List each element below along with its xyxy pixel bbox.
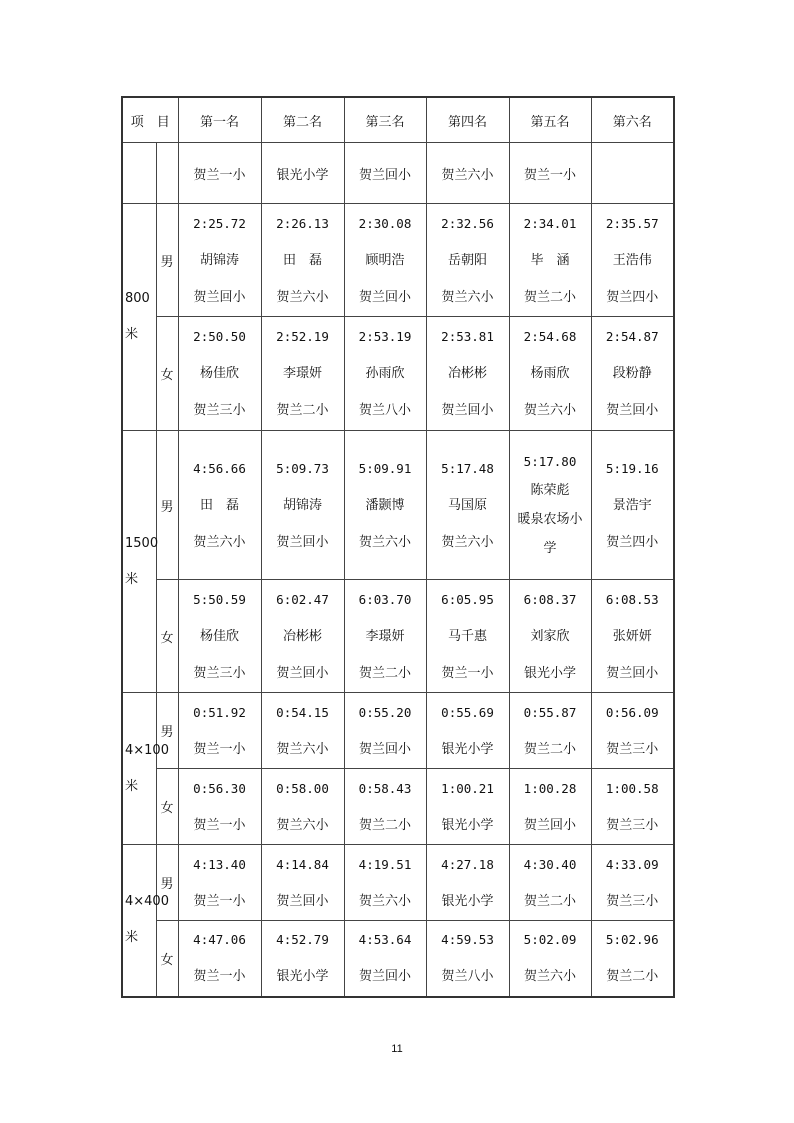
result-time: 2:54.68	[523, 329, 577, 344]
result-cell	[509, 845, 591, 921]
result-cell: 贺兰一小	[178, 143, 261, 204]
result-time: 2:26.13	[276, 215, 329, 231]
result-time: 4:13.40	[193, 856, 246, 872]
result-time: 4:47.06	[193, 932, 246, 948]
gender-label: 男	[156, 693, 178, 769]
result-school: 贺兰六小	[276, 289, 329, 305]
result-school: 贺兰三小	[606, 817, 659, 833]
result-cell	[509, 204, 591, 317]
result-cell	[426, 317, 509, 431]
event-name: 800米	[122, 204, 156, 431]
athlete-name: 田 磊	[200, 497, 240, 513]
result-school: 贺兰二小	[524, 893, 577, 909]
result-school: 贺兰三小	[606, 893, 659, 909]
result-school: 银光小学	[524, 665, 577, 681]
event-name: 4×400米	[122, 845, 156, 997]
result-school: 贺兰一小	[193, 893, 246, 909]
result-school: 贺兰回小	[359, 969, 412, 985]
athlete-name: 景浩宇	[612, 497, 652, 513]
result-school: 贺兰二小	[606, 969, 659, 985]
athlete-name: 段粉静	[612, 366, 652, 381]
athlete-name: 岳朝阳	[448, 252, 488, 268]
result-time: 2:34.01	[523, 215, 577, 231]
result-cell	[261, 921, 344, 997]
result-school: 银光小学	[276, 969, 329, 985]
place-header: 第五名	[509, 97, 591, 143]
result-time: 6:02.47	[276, 591, 329, 607]
result-cell	[344, 921, 426, 997]
result-time: 4:53.64	[358, 932, 412, 948]
result-school: 贺兰六小	[276, 817, 329, 833]
result-school: 贺兰六小	[359, 534, 412, 550]
result-cell	[261, 693, 344, 769]
result-time: 0:58.43	[358, 780, 412, 796]
athlete-name: 马国原	[448, 497, 488, 513]
event-row	[122, 921, 674, 997]
result-school: 贺兰回小	[606, 665, 659, 681]
result-school: 银光小学	[441, 741, 494, 757]
result-cell	[344, 845, 426, 921]
athlete-name: 胡锦涛	[283, 497, 323, 513]
result-cell	[426, 580, 509, 693]
result-cell	[261, 845, 344, 921]
result-cell: 贺兰回小	[344, 143, 426, 204]
result-cell	[344, 204, 426, 317]
header-row	[122, 97, 674, 143]
gender-label: 女	[156, 921, 178, 997]
result-time: 2:54.87	[605, 329, 659, 344]
result-school: 贺兰二小	[359, 665, 412, 681]
event-row	[122, 769, 674, 845]
event-row	[122, 580, 674, 693]
result-cell	[261, 204, 344, 317]
result-time: 2:53.19	[358, 329, 412, 344]
result-school: 贺兰一小	[441, 665, 494, 681]
result-time: 6:05.95	[441, 591, 494, 607]
gender-label: 女	[156, 580, 178, 693]
result-school: 银光小学	[441, 893, 494, 909]
result-cell: 贺兰一小	[509, 143, 591, 204]
event-row	[122, 845, 674, 921]
result-cell	[509, 693, 591, 769]
event-row	[122, 204, 674, 317]
result-cell	[591, 580, 674, 693]
result-school: 贺兰回小	[606, 403, 659, 418]
result-cell	[344, 580, 426, 693]
result-time: 0:55.87	[523, 704, 577, 720]
result-time: 0:54.15	[276, 704, 329, 720]
result-time: 1:00.21	[441, 780, 494, 796]
athlete-name: 孙雨欣	[365, 366, 405, 381]
result-time: 5:02.96	[605, 932, 659, 948]
place-header: 第一名	[178, 97, 261, 143]
result-time: 5:17.48	[441, 460, 494, 476]
result-time: 4:59.53	[441, 932, 494, 948]
result-cell	[509, 317, 591, 431]
result-school: 贺兰回小	[359, 741, 412, 757]
result-time: 4:30.40	[523, 856, 577, 872]
gender-label: 男	[156, 431, 178, 580]
athlete-name: 张妍妍	[612, 628, 652, 644]
result-school: 贺兰一小	[193, 969, 246, 985]
result-time: 5:19.16	[605, 460, 659, 476]
result-time: 0:55.69	[441, 704, 494, 720]
result-cell: 贺兰六小	[426, 143, 509, 204]
result-cell	[426, 693, 509, 769]
result-school: 银光小学	[441, 817, 494, 833]
result-cell	[426, 769, 509, 845]
result-time: 5:50.59	[193, 591, 246, 607]
result-cell	[178, 693, 261, 769]
result-cell	[344, 431, 426, 580]
result-cell	[509, 431, 591, 580]
result-cell	[261, 431, 344, 580]
result-school: 贺兰六小	[193, 534, 246, 550]
athlete-name: 田 磊	[283, 252, 323, 268]
result-time: 6:08.53	[605, 591, 659, 607]
result-cell	[344, 317, 426, 431]
result-cell	[178, 921, 261, 997]
result-cell	[178, 431, 261, 580]
result-school: 贺兰四小	[606, 534, 659, 550]
result-cell	[344, 693, 426, 769]
result-cell	[591, 693, 674, 769]
result-cell	[591, 769, 674, 845]
result-time: 6:08.37	[523, 591, 577, 607]
event-row	[122, 693, 674, 769]
place-header: 第四名	[426, 97, 509, 143]
result-cell	[261, 769, 344, 845]
results-table	[121, 96, 675, 998]
first-results-row	[122, 143, 674, 204]
result-cell	[426, 204, 509, 317]
result-time: 2:35.57	[605, 215, 659, 231]
result-school: 贺兰回小	[441, 403, 494, 418]
result-time: 0:56.30	[193, 780, 246, 796]
result-time: 2:53.81	[441, 329, 494, 344]
gender-label: 男	[156, 204, 178, 317]
result-school: 贺兰四小	[606, 289, 659, 305]
result-time: 2:25.72	[193, 215, 246, 231]
result-cell	[509, 580, 591, 693]
result-cell	[178, 580, 261, 693]
result-cell	[178, 845, 261, 921]
athlete-name: 毕 涵	[530, 252, 570, 268]
empty-cell	[156, 143, 178, 204]
result-school: 贺兰二小	[524, 741, 577, 757]
result-cell	[426, 845, 509, 921]
result-time: 0:51.92	[193, 704, 246, 720]
gender-label: 女	[156, 769, 178, 845]
result-cell	[509, 769, 591, 845]
athlete-name: 顾明浩	[365, 252, 405, 268]
result-school: 贺兰二小	[276, 403, 329, 418]
event-name: 4×100米	[122, 693, 156, 845]
gender-label: 女	[156, 317, 178, 431]
result-school: 贺兰八小	[359, 403, 412, 418]
event-row	[122, 317, 674, 431]
result-school: 贺兰一小	[193, 817, 246, 833]
result-time: 4:33.09	[605, 856, 659, 872]
place-header: 第六名	[591, 97, 674, 143]
result-time: 5:09.91	[358, 460, 412, 476]
athlete-name: 杨雨欣	[530, 366, 570, 381]
result-school: 贺兰回小	[276, 534, 329, 550]
result-school: 贺兰三小	[193, 403, 246, 418]
result-time: 5:02.09	[523, 932, 577, 948]
result-school: 贺兰六小	[524, 969, 577, 985]
athlete-name: 马千惠	[448, 628, 488, 644]
event-row	[122, 431, 674, 580]
result-cell	[591, 204, 674, 317]
result-school: 贺兰二小	[524, 289, 577, 305]
result-school: 贺兰六小	[441, 534, 494, 550]
result-time: 4:56.66	[193, 460, 246, 476]
result-time: 2:52.19	[276, 329, 329, 344]
athlete-name: 胡锦涛	[200, 252, 240, 268]
athlete-name: 刘家欣	[530, 628, 570, 644]
result-time: 6:03.70	[358, 591, 412, 607]
result-time: 4:14.84	[276, 856, 329, 872]
result-time: 1:00.28	[523, 780, 577, 796]
result-school: 贺兰回小	[524, 817, 577, 833]
result-cell: 银光小学	[261, 143, 344, 204]
result-cell	[426, 921, 509, 997]
result-school: 贺兰回小	[193, 289, 246, 305]
empty-cell	[122, 143, 156, 204]
result-cell	[591, 921, 674, 997]
result-school: 贺兰回小	[276, 893, 329, 909]
result-time: 4:52.79	[276, 932, 329, 948]
result-cell	[426, 431, 509, 580]
athlete-name: 杨佳欣	[200, 628, 240, 644]
event-name: 1500米	[122, 431, 156, 693]
result-time: 5:17.80	[523, 454, 577, 469]
result-time: 2:30.08	[358, 215, 412, 231]
result-time: 2:50.50	[193, 329, 246, 344]
athlete-name: 冶彬彬	[448, 366, 488, 381]
result-cell	[591, 431, 674, 580]
result-time: 1:00.58	[605, 780, 659, 796]
result-time: 0:55.20	[358, 704, 412, 720]
result-school: 学	[543, 541, 557, 556]
athlete-name: 王浩伟	[612, 252, 652, 268]
place-header: 第三名	[344, 97, 426, 143]
result-cell	[344, 769, 426, 845]
result-time: 4:27.18	[441, 856, 494, 872]
result-cell	[178, 204, 261, 317]
gender-label: 男	[156, 845, 178, 921]
athlete-name: 陈荣彪	[530, 483, 570, 498]
result-cell	[261, 317, 344, 431]
result-cell	[178, 769, 261, 845]
result-school: 贺兰六小	[276, 741, 329, 757]
result-school: 贺兰六小	[359, 893, 412, 909]
result-school: 贺兰八小	[441, 969, 494, 985]
result-time: 0:58.00	[276, 780, 329, 796]
athlete-name: 李璟妍	[365, 628, 405, 644]
result-school: 贺兰六小	[524, 403, 577, 418]
item-header: 项 目	[122, 97, 178, 143]
result-cell	[509, 921, 591, 997]
result-time: 2:32.56	[441, 215, 494, 231]
result-school: 贺兰六小	[441, 289, 494, 305]
result-school: 贺兰回小	[359, 289, 412, 305]
athlete-name: 潘颢博	[365, 497, 405, 513]
result-cell	[178, 317, 261, 431]
result-time: 0:56.09	[605, 704, 659, 720]
athlete-name: 冶彬彬	[283, 628, 323, 644]
athlete-name: 李璟妍	[283, 366, 323, 381]
result-school: 贺兰三小	[193, 665, 246, 681]
result-school: 贺兰一小	[193, 741, 246, 757]
result-cell	[261, 580, 344, 693]
result-school: 贺兰二小	[359, 817, 412, 833]
result-time: 5:09.73	[276, 460, 329, 476]
athlete-name: 杨佳欣	[200, 366, 240, 381]
result-cell	[591, 845, 674, 921]
page-number: 11	[391, 1043, 403, 1055]
place-header: 第二名	[261, 97, 344, 143]
result-school: 贺兰三小	[606, 741, 659, 757]
result-time: 4:19.51	[358, 856, 412, 872]
result-cell	[591, 143, 674, 204]
result-school: 暖泉农场小	[517, 512, 583, 527]
result-cell	[591, 317, 674, 431]
result-school: 贺兰回小	[276, 665, 329, 681]
